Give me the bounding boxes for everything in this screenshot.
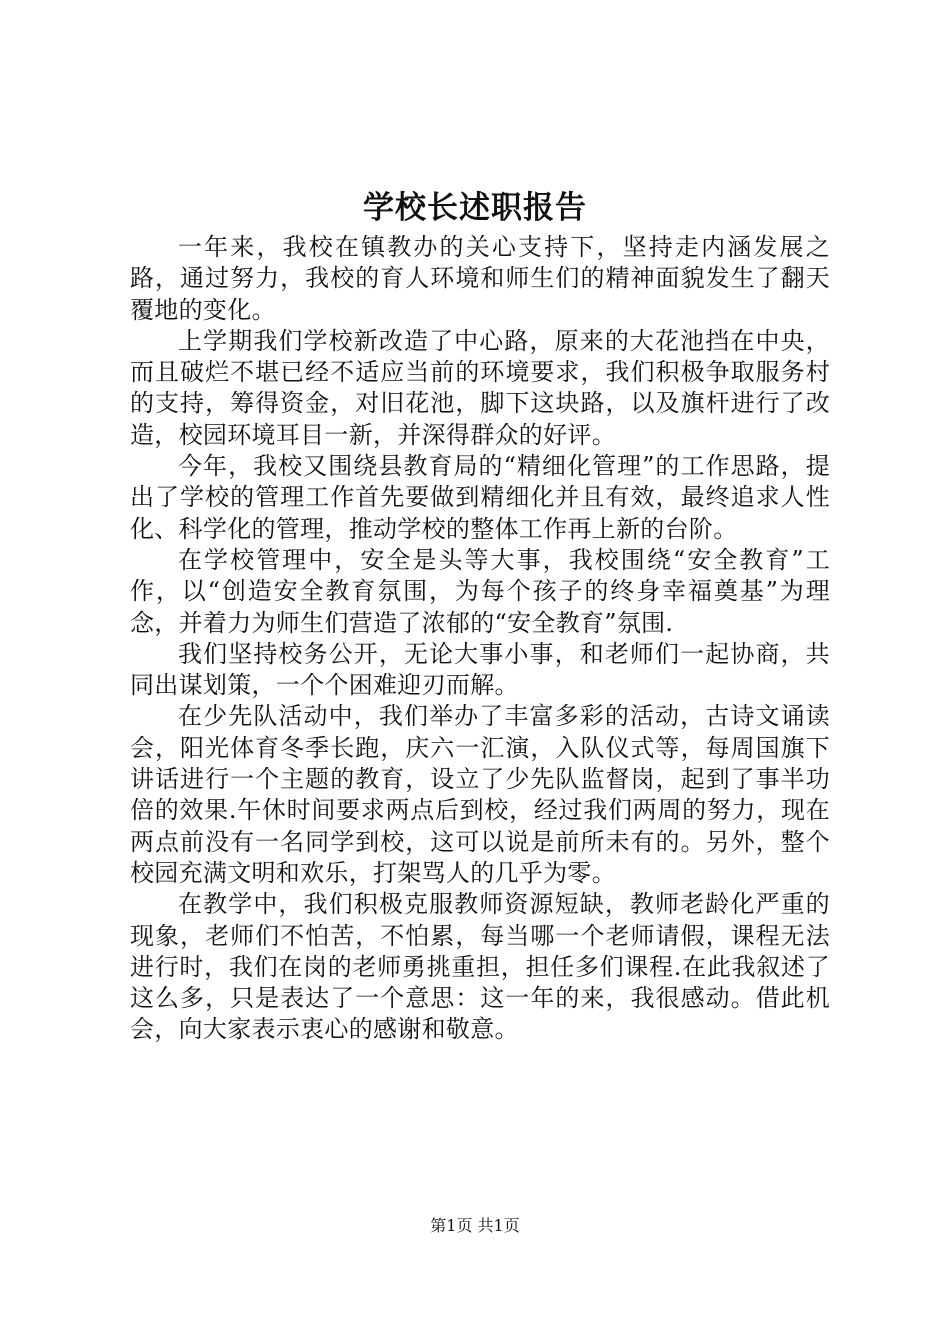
- paragraph: 今年，我校又围绕县教育局的“精细化管理”的工作思路，提出了学校的管理工作首先要做到精细化并且有效，最终追求人性化、科学化的管理，推动学校的整体工作再上新的台阶。: [130, 452, 830, 543]
- paragraph: 我们坚持校务公开，无论大事小事，和老师们一起协商，共同出谋划策，一个个困难迎刃而解。: [130, 639, 830, 700]
- document-body: [130, 232, 830, 1046]
- page-footer: 第1页 共1页: [430, 1216, 520, 1235]
- paragraph: 在少先队活动中，我们举办了丰富多彩的活动，古诗文诵读会，阳光体育冬季长跑，庆六一汇演，入队仪式等，每周国旗下讲话进行一个主题的教育，设立了少先队监督岗，起到了事半功倍的效果.午休时间要求两点后到校，经过我们两周的努力，现在两点前没有一名同学到校，这可以说是前所未有的。另外，整个校园充满文明和欢乐，打架骂人的几乎为零。: [130, 702, 830, 887]
- paragraph: 在教学中，我们积极克服教师资源短缺，教师老龄化严重的现象，老师们不怕苦，不怕累，每当哪一个老师请假，课程无法进行时，我们在岗的老师勇挑重担，担任多们课程.在此我叙述了这么多，只是表达了一个意思：这一年的来，我很感动。借此机会，向大家表示衷心的感谢和敬意。: [130, 890, 830, 1044]
- paragraph: 上学期我们学校新改造了中心路，原来的大花池挡在中央，而且破烂不堪已经不适应当前的环境要求，我们积极争取服务村的支持，筹得资金，对旧花池，脚下这块路，以及旗杆进行了改造，校园环境耳目一新，并深得群众的好评。: [130, 326, 830, 449]
- document-title: 学校长述职报告: [363, 190, 587, 226]
- paragraph: 一年来，我校在镇教办的关心支持下，坚持走内涵发展之路，通过努力，我校的育人环境和师生们的精神面貌发生了翻天覆地的变化。: [130, 233, 830, 324]
- paragraph: 在学校管理中，安全是头等大事，我校围绕“安全教育”工作，以“创造安全教育氛围，为每个孩子的终身幸福奠基”为理念，并着力为师生们营造了浓郁的“安全教育”氛围.: [130, 545, 830, 637]
